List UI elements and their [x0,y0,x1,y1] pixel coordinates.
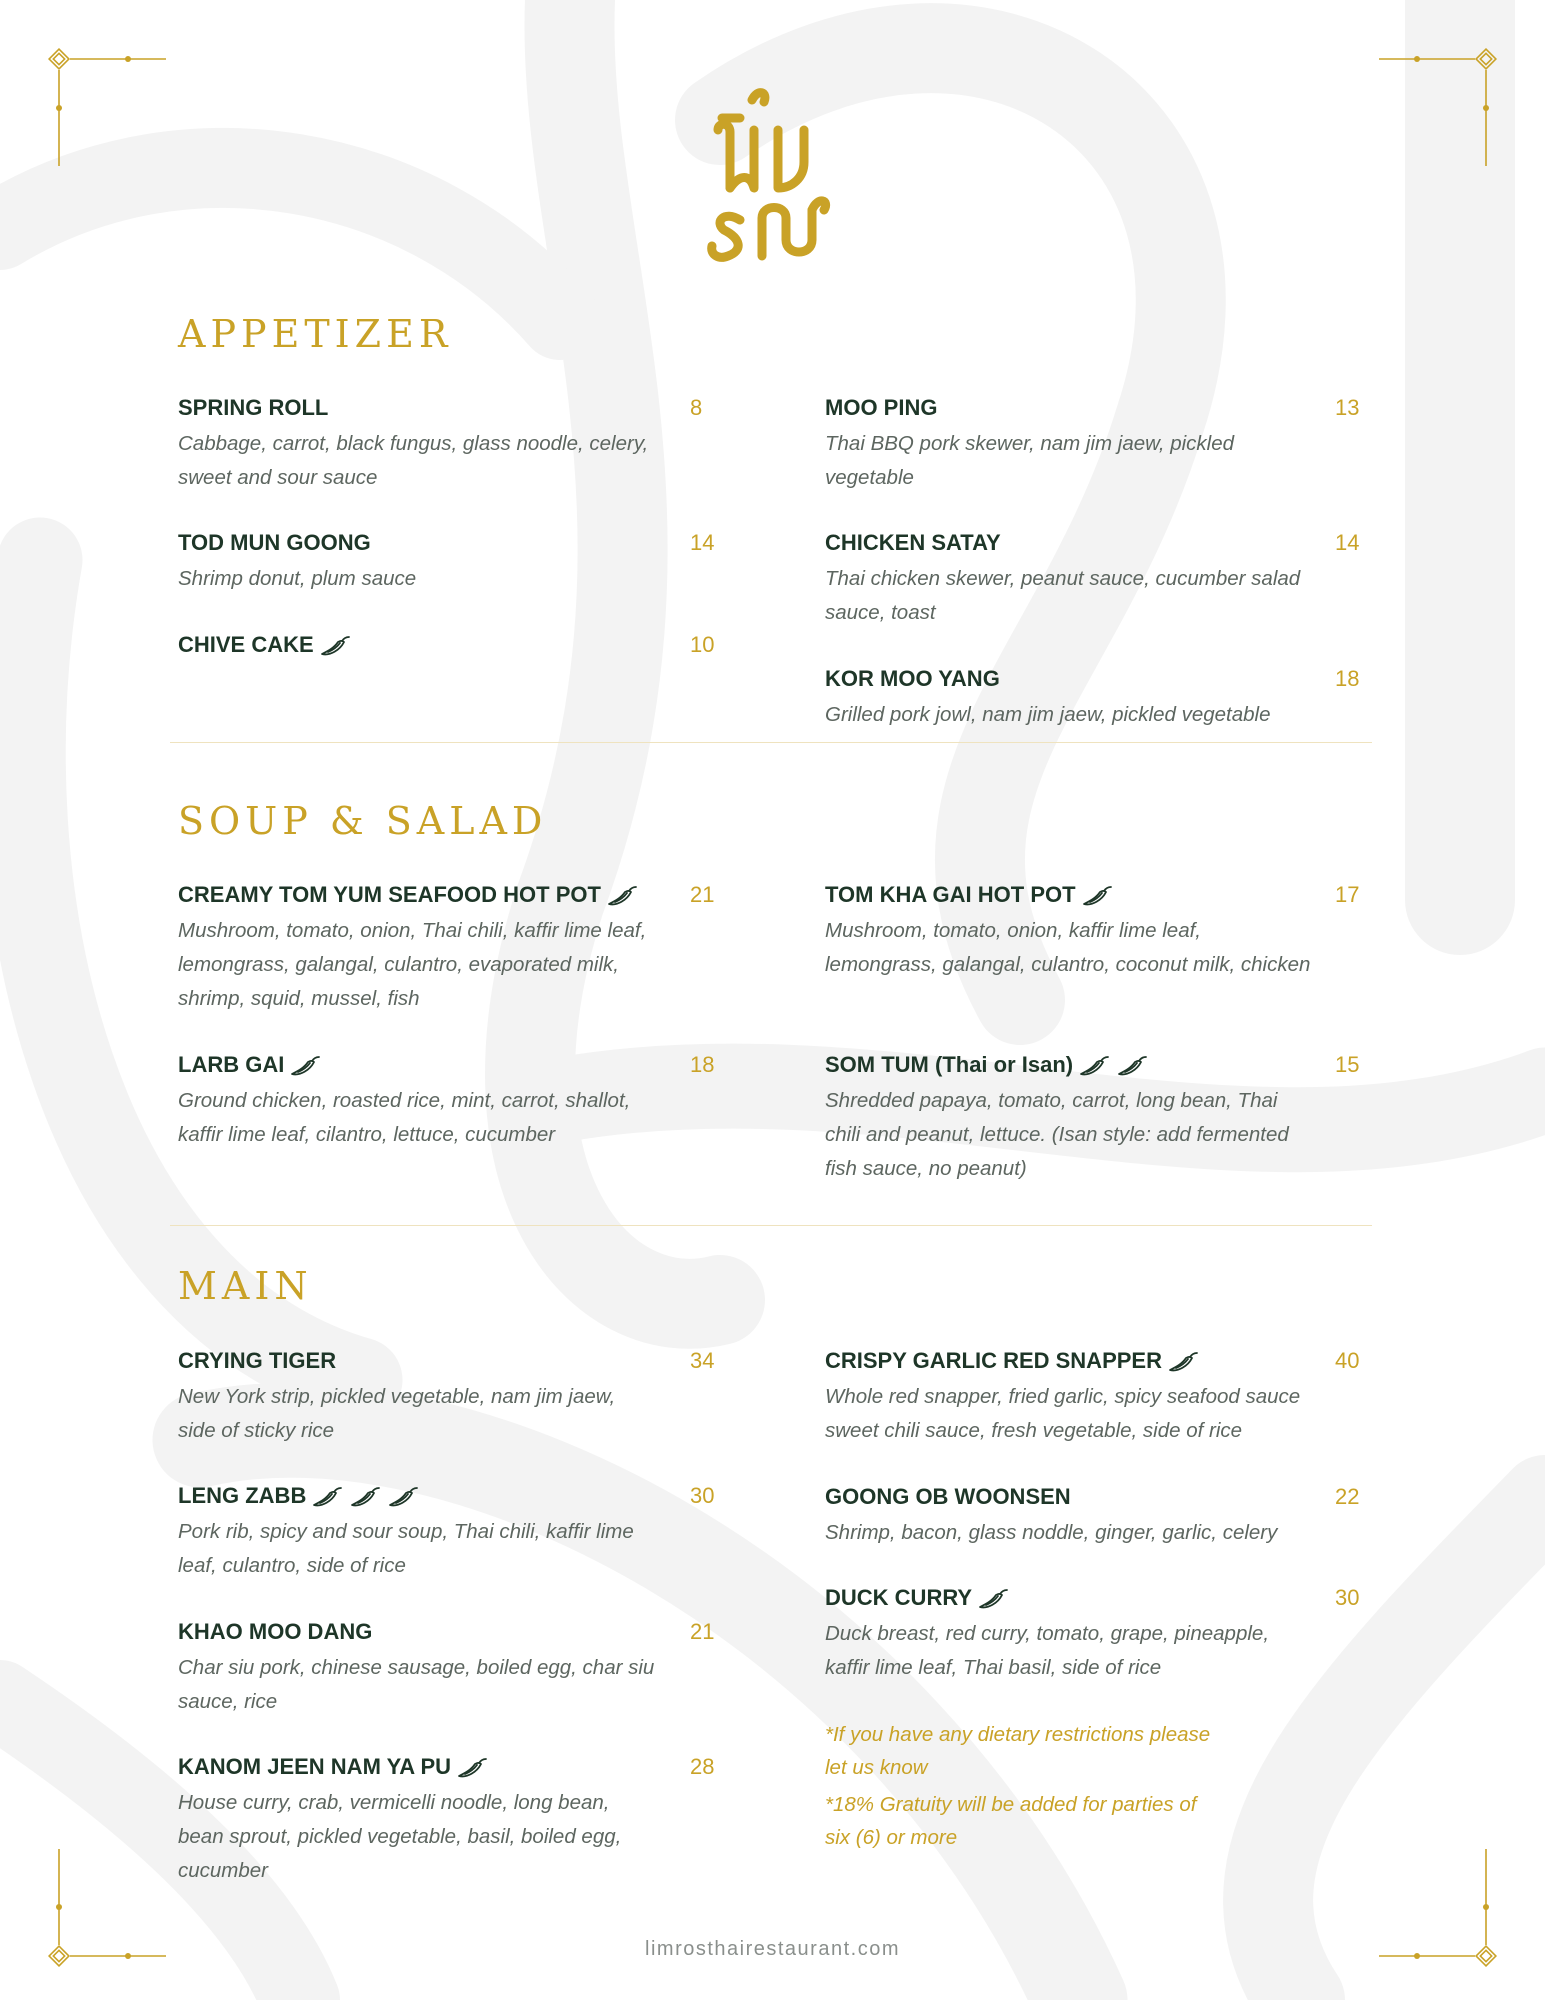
menu-item [825,880,1375,982]
chili-pepper-icon [318,634,352,658]
menu-item-price: 21 [690,882,715,907]
menu-item-name [178,1346,336,1376]
menu-item [178,393,730,495]
description-line: Pork rib, spicy and sour soup, Thai chili, kaffir lime [178,1520,634,1543]
section-divider [170,1225,1372,1226]
chili-pepper-icon [1080,884,1114,908]
chili-pepper-icon [1115,1054,1149,1078]
description-line: Shrimp, bacon, glass noddle, ginger, garlic, celery [825,1521,1278,1544]
description-line: lemongrass, galangal, culantro, coconut milk, chicken [825,953,1311,976]
menu-item-name-text: KHAO MOO DANG [178,1619,373,1644]
menu-item-name-text: CREAMY TOM YUM SEAFOOD HOT POT [178,882,601,907]
description-line: sauce, toast [825,601,936,624]
description-line: lemongrass, galangal, culantro, evaporated milk, [178,953,619,976]
chili-pepper-icon [348,1485,382,1509]
menu-item [178,1050,730,1152]
menu-item-name-text: CRISPY GARLIC RED SNAPPER [825,1348,1162,1373]
menu-item-description [825,698,1335,732]
menu-item [178,880,730,1016]
description-line: vegetable [825,466,914,489]
description-line: Mushroom, tomato, onion, Thai chili, kaffir lime leaf, [178,919,647,942]
menu-item [178,528,730,596]
menu-item-name-text: DUCK CURRY [825,1585,973,1610]
description-line: fish sauce, no peanut) [825,1157,1027,1180]
menu-item-description [178,427,718,495]
chili-pepper-icon [976,1587,1010,1611]
chili-pepper-icon [386,1485,420,1509]
menu-item [825,1346,1375,1448]
menu-item-description [825,914,1335,982]
menu-item-price: 34 [690,1348,715,1373]
menu-item-name [178,1617,372,1647]
menu-item [825,393,1375,495]
description-line: leaf, culantro, side of rice [178,1554,406,1577]
menu-item-name [825,664,1000,694]
chili-pepper-icon [288,1054,322,1078]
menu-item-name [825,1050,1149,1080]
chili-pepper-icon [605,884,639,908]
note-line: let us know [825,1756,928,1779]
menu-item-name [178,393,328,423]
menu-item-description [178,562,718,596]
menu-item-description [178,1651,718,1719]
chili-pepper-icon [1077,1054,1111,1078]
description-line: Shredded papaya, tomato, carrot, long bean, Thai [825,1089,1278,1112]
menu-item-description [178,1380,718,1448]
description-line: Cabbage, carrot, black fungus, glass noodle, celery, [178,432,649,455]
menu-item-price: 40 [1335,1348,1360,1373]
menu-item-description [825,562,1335,630]
section-divider [170,742,1372,743]
menu-item-name-text: GOONG OB WOONSEN [825,1484,1071,1509]
chili-pepper-icon [1166,1350,1200,1374]
menu-item-price: 15 [1335,1052,1360,1077]
menu-item-description [825,1617,1335,1685]
chili-pepper-icon [455,1756,489,1780]
website-url[interactable]: limrosthairestaurant.com [645,1938,900,1960]
menu-item-name-text: KANOM JEEN NAM YA PU [178,1754,452,1779]
menu-item-name-text: CRYING TIGER [178,1348,337,1373]
menu-item-price: 14 [690,530,715,555]
menu-item-name [825,1482,1071,1512]
menu-item-price: 30 [690,1483,715,1508]
menu-item-name-text: SOM TUM (Thai or Isan) [825,1052,1074,1077]
section-title: APPETIZER [178,312,453,356]
description-line: sauce, rice [178,1690,278,1713]
description-line: New York strip, pickled vegetable, nam jim jaew, [178,1385,616,1408]
menu-item-name [178,1481,420,1511]
menu-item [825,1583,1375,1685]
menu-item [178,1346,730,1448]
section-title: SOUP & SALAD [178,799,548,843]
menu-item-name [825,880,1114,910]
description-line: Shrimp donut, plum sauce [178,567,417,590]
menu-item [178,1752,730,1888]
description-line: Duck breast, red curry, tomato, grape, pineapple, [825,1622,1270,1645]
chili-pepper-icon [310,1485,344,1509]
menu-item-description [825,1084,1335,1186]
menu-item-name [178,528,371,558]
menu-item-price: 21 [690,1619,715,1644]
description-line: Mushroom, tomato, onion, kaffir lime leaf, [825,919,1201,942]
menu-item-name-text: CHIVE CAKE [178,632,314,657]
description-line: House curry, crab, vermicelli noodle, long bean, [178,1791,610,1814]
section-title: MAIN [178,1264,313,1308]
menu-item-description [178,914,718,1016]
description-line: Whole red snapper, fried garlic, spicy seafood sauce [825,1385,1301,1408]
description-line: chili and peanut, lettuce. (Isan style: add fermented [825,1123,1289,1146]
menu-item-name [178,630,352,660]
menu-note [825,1788,1196,1854]
menu-item-price: 18 [690,1052,715,1077]
menu-item-price: 8 [690,395,703,420]
description-line: Thai BBQ pork skewer, nam jim jaew, pickled [825,432,1235,455]
menu-item-price: 14 [1335,530,1360,555]
menu-item-description [178,1084,718,1152]
menu-item-description [178,1515,718,1583]
menu-item-price: 22 [1335,1484,1360,1509]
menu-item-description [825,1380,1335,1448]
menu-item-name-text: MOO PING [825,395,938,420]
menu-item [178,630,730,664]
menu-item-name [825,1346,1200,1376]
menu-item-name-text: LENG ZABB [178,1483,307,1508]
menu-item [825,664,1375,732]
menu-item-description [178,1786,718,1888]
description-line: side of sticky rice [178,1419,335,1442]
menu-item-price: 13 [1335,395,1360,420]
menu-item-price: 10 [690,632,715,657]
menu-item-name [178,1050,322,1080]
description-line: cucumber [178,1859,269,1882]
menu-item-price: 30 [1335,1585,1360,1610]
corner-ornament-top-right [1372,48,1497,173]
menu-item-price: 28 [690,1754,715,1779]
description-line: shrimp, squid, mussel, fish [178,987,420,1010]
description-line: kaffir lime leaf, Thai basil, side of rice [825,1656,1162,1679]
corner-ornament-top-left [48,48,173,173]
menu-item-name-text: KOR MOO YANG [825,666,1000,691]
note-line: *If you have any dietary restrictions please [825,1723,1211,1746]
menu-item-price: 17 [1335,882,1360,907]
menu-item-name [178,1752,489,1782]
menu-item-description [825,1516,1335,1550]
note-line: six (6) or more [825,1826,958,1849]
description-line: kaffir lime leaf, cilantro, lettuce, cucumber [178,1123,556,1146]
menu-item [825,1050,1375,1186]
menu-item [178,1617,730,1719]
menu-item-name [825,1583,1010,1613]
menu-item-price: 18 [1335,666,1360,691]
menu-item [825,528,1375,630]
description-line: sweet chili sauce, fresh vegetable, side of rice [825,1419,1243,1442]
menu-item-name [178,880,639,910]
menu-item-name-text: SPRING ROLL [178,395,329,420]
menu-item-name-text: LARB GAI [178,1052,285,1077]
menu-item-name-text: TOM KHA GAI HOT POT [825,882,1076,907]
menu-item-name-text: TOD MUN GOONG [178,530,371,555]
note-line: *18% Gratuity will be added for parties of [825,1793,1197,1816]
menu-item-name-text: CHICKEN SATAY [825,530,1001,555]
menu-item-name [825,528,1001,558]
restaurant-logo [700,70,840,270]
menu-item [178,1481,730,1583]
menu-item-description [825,427,1335,495]
menu-note [825,1718,1210,1784]
description-line: Char siu pork, chinese sausage, boiled egg, char siu [178,1656,655,1679]
description-line: Thai chicken skewer, peanut sauce, cucumber salad [825,567,1301,590]
description-line: bean sprout, pickled vegetable, basil, boiled egg, [178,1825,622,1848]
description-line: sweet and sour sauce [178,466,378,489]
menu-item-name [825,393,937,423]
description-line: Ground chicken, roasted rice, mint, carrot, shallot, [178,1089,631,1112]
description-line: Grilled pork jowl, nam jim jaew, pickled vegetable [825,703,1271,726]
menu-item [825,1482,1375,1550]
